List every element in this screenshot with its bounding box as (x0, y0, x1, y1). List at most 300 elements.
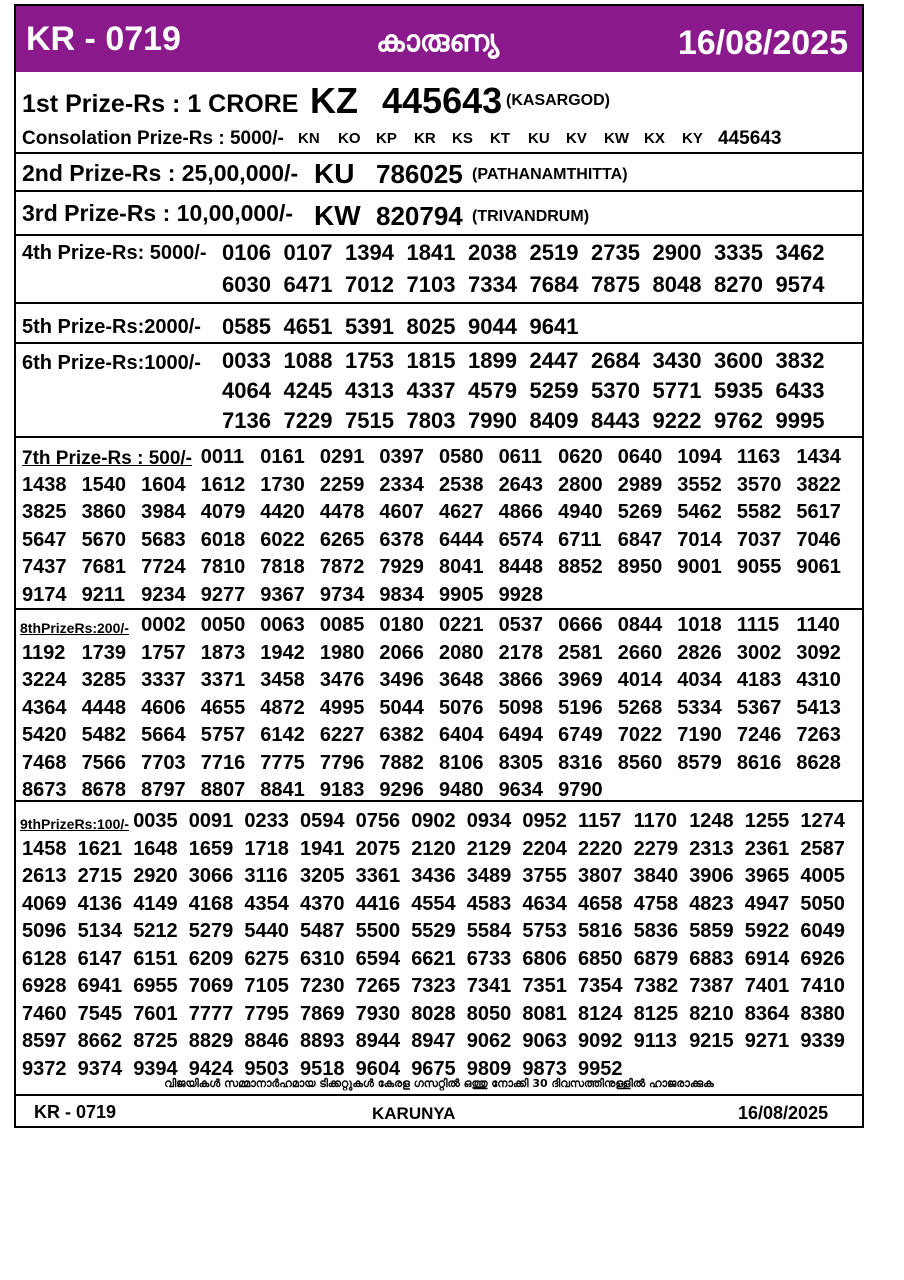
ticket-number: 5420 (22, 724, 67, 746)
ticket-number: 7354 (577, 975, 623, 997)
ticket-number: 5753 (522, 920, 567, 942)
ticket-number: 4168 (188, 892, 234, 915)
ticket-number: 7545 (77, 1002, 123, 1025)
label-spacer (78, 810, 134, 838)
ticket-number: 8947 (411, 1030, 456, 1052)
ticket-number: 2989 (617, 473, 663, 496)
ticket-number: 9834 (379, 583, 424, 606)
ticket-number: 7246 (736, 724, 782, 746)
ticket-number: 4554 (411, 892, 456, 915)
ticket-number: 6733 (466, 947, 512, 970)
ticket-number: 5440 (244, 920, 289, 942)
ticket-number: 7401 (744, 975, 790, 997)
ticket-number: 8846 (244, 1030, 289, 1052)
ticket-number: 9604 (355, 1057, 401, 1080)
ticket-number: 0035 (133, 810, 178, 832)
second-prize-section (16, 154, 862, 192)
ticket-number: 1115 (736, 614, 780, 636)
ticket-number: 4420 (260, 501, 305, 523)
ticket-number: 4354 (244, 892, 289, 915)
ticket-number: 0934 (466, 810, 512, 832)
ticket-number: 5413 (796, 696, 841, 719)
ticket-number: 7341 (466, 975, 512, 997)
ticket-number: 5935 (714, 378, 763, 403)
ticket-number: 0063 (260, 614, 305, 636)
ticket-number: 1140 (796, 614, 840, 636)
first-prize-section (16, 72, 862, 154)
ticket-number: 1458 (22, 837, 67, 860)
second-prize-number: 786025 (376, 159, 463, 189)
third-prize-number: 820794 (376, 201, 463, 231)
label-spacer (22, 614, 82, 642)
ticket-number: 6955 (133, 975, 178, 997)
ticket-number: 5617 (796, 501, 841, 523)
ticket-number: 3430 (652, 348, 702, 373)
ticket-number: 9063 (522, 1030, 567, 1052)
ticket-number: 7323 (411, 975, 456, 997)
ticket-number: 8106 (439, 751, 484, 774)
ticket-number: 9518 (299, 1057, 345, 1080)
ticket-number: 8829 (188, 1030, 234, 1052)
ticket-number: 8210 (689, 1002, 734, 1025)
ticket-number: 9001 (677, 556, 722, 578)
ticket-number: 2129 (466, 837, 512, 860)
ticket-number: 4995 (319, 696, 365, 719)
ticket-number: 1088 (283, 348, 333, 373)
ticket-number: 7566 (81, 751, 127, 774)
ticket-number: 5134 (77, 920, 123, 942)
ticket-number: 9113 (633, 1030, 677, 1052)
ticket-number: 3205 (299, 865, 345, 887)
ticket-number: 6310 (299, 947, 345, 970)
ticket-number: 9234 (141, 583, 186, 606)
ticket-number: 8893 (299, 1030, 345, 1052)
ticket-number: 1730 (260, 473, 305, 496)
ticket-number: 7601 (133, 1002, 178, 1025)
ticket-number: 4947 (744, 892, 790, 915)
ticket-number: 6926 (800, 947, 845, 970)
ticket-number: 9641 (529, 314, 579, 339)
ticket-number: 3436 (411, 865, 456, 887)
ticket-number: 1604 (141, 473, 186, 496)
ticket-number: 5391 (345, 314, 394, 339)
ticket-number: 7046 (796, 528, 841, 551)
ticket-number: 3965 (744, 865, 790, 887)
ticket-number: 8616 (736, 751, 782, 774)
second-prize-label: 2nd Prize-Rs : 25,00,000/- (22, 160, 299, 186)
header-draw-date: 16/08/2025 (677, 24, 848, 62)
ticket-number: 7468 (22, 751, 67, 774)
third-prize-section (16, 192, 862, 236)
ticket-number: 7929 (379, 556, 424, 578)
consolation-series-9: KX (644, 130, 665, 147)
ticket-number: 6018 (200, 528, 246, 551)
ticket-number: 2660 (617, 641, 663, 664)
ticket-number: 0033 (222, 348, 271, 373)
ticket-number: 8270 (714, 272, 763, 297)
ticket-number: 9055 (736, 556, 782, 578)
ticket-number: 6806 (522, 947, 567, 970)
ticket-number: 3840 (633, 865, 679, 887)
ticket-number: 6914 (744, 947, 790, 970)
consolation-label: Consolation Prize-Rs : 5000/- (22, 128, 284, 149)
ninth-prize-section (16, 802, 862, 1080)
ticket-number: 7882 (379, 751, 424, 774)
ticket-number: 0221 (439, 614, 484, 636)
ticket-number: 8443 (591, 408, 640, 433)
ticket-number: 3648 (439, 669, 484, 691)
ticket-number: 6444 (439, 528, 484, 551)
ticket-number: 6847 (617, 528, 663, 551)
ticket-number: 9809 (466, 1057, 512, 1080)
ticket-number: 4607 (379, 501, 424, 523)
ticket-number: 6594 (355, 947, 401, 970)
ticket-number: 5482 (81, 724, 127, 746)
notice-text: വിജയികൾ സമ്മാനാർഹമായ ടിക്കറ്റുകൾ കേരള ഗസറ്റിൽ ഒത്തു നോക്കി 30 ദിവസത്തിനുള്ളിൽ ഹാജരാക്കുക (164, 1077, 714, 1090)
ticket-number: 6850 (577, 947, 623, 970)
ticket-number: 1942 (260, 641, 305, 664)
ticket-number: 8662 (77, 1030, 123, 1052)
ticket-number: 9675 (411, 1057, 456, 1080)
ticket-number: 1540 (81, 473, 127, 496)
ticket-number: 8409 (529, 408, 579, 433)
ticket-number: 3906 (689, 865, 734, 887)
ticket-number: 7777 (188, 1002, 234, 1025)
ticket-number: 2038 (468, 240, 517, 265)
ticket-number: 3552 (677, 473, 722, 496)
ticket-number: 2075 (355, 837, 401, 860)
first-prize-place: (KASARGOD) (506, 92, 610, 109)
consolation-series-6: KU (528, 130, 550, 147)
ticket-number: 4245 (283, 378, 333, 403)
ticket-number: 2826 (677, 641, 722, 664)
ticket-number: 1170 (633, 810, 677, 832)
ticket-number: 2178 (498, 641, 544, 664)
ticket-number: 8673 (22, 779, 67, 801)
ticket-number: 2900 (652, 240, 702, 265)
ticket-number: 8025 (406, 314, 456, 339)
ticket-number: 1899 (468, 348, 517, 373)
ticket-number: 1018 (677, 614, 722, 636)
ticket-number: 3361 (355, 865, 401, 887)
ticket-number: 1815 (406, 348, 456, 373)
ticket-number: 3476 (319, 669, 365, 691)
ticket-number: 6022 (260, 528, 305, 551)
ticket-number: 7684 (529, 272, 579, 297)
ticket-number: 4627 (439, 501, 484, 523)
ticket-number: 9271 (744, 1030, 790, 1052)
ticket-number: 3066 (188, 865, 234, 887)
ticket-number: 0106 (222, 240, 271, 265)
ticket-number: 1718 (244, 837, 289, 860)
ticket-number: 4136 (77, 892, 123, 915)
ticket-number: 2259 (319, 473, 365, 496)
third-prize-series: KW (314, 200, 361, 231)
ticket-number: 6883 (689, 947, 734, 970)
ticket-number: 0756 (355, 810, 401, 832)
ticket-number: 1094 (677, 446, 722, 468)
ticket-number: 8628 (796, 751, 841, 774)
fifth-prize-section (16, 304, 862, 344)
ticket-number: 8305 (498, 751, 544, 774)
fourth-prize-numbers (222, 240, 837, 304)
footer-draw-date: 16/08/2025 (738, 1103, 829, 1123)
header-draw-code: KR - 0719 (26, 20, 181, 58)
ticket-number: 4583 (466, 892, 512, 915)
ticket-number: 7515 (345, 408, 394, 433)
label-spacer (82, 614, 142, 642)
ticket-number: 4064 (222, 378, 271, 403)
ticket-number: 8048 (652, 272, 702, 297)
ticket-number: 3371 (200, 669, 246, 691)
ticket-number: 3116 (244, 865, 288, 887)
ticket-number: 0085 (319, 614, 365, 636)
ticket-number: 3822 (796, 473, 841, 496)
ticket-number: 7990 (468, 408, 517, 433)
ticket-number: 7716 (200, 751, 246, 774)
ticket-number: 9905 (439, 583, 484, 606)
ticket-number: 8725 (133, 1030, 178, 1052)
consolation-series-3: KR (414, 130, 436, 147)
consolation-series-2: KP (376, 130, 397, 147)
ticket-number: 4364 (22, 696, 67, 719)
ticket-number: 7796 (319, 751, 365, 774)
third-prize-label: 3rd Prize-Rs : 10,00,000/- (22, 200, 294, 226)
ticket-number: 6227 (319, 724, 365, 746)
ticket-number: 5259 (529, 378, 579, 403)
ticket-number: 9044 (468, 314, 517, 339)
ticket-number: 7869 (299, 1002, 345, 1025)
ticket-number: 5370 (591, 378, 640, 403)
ticket-number: 1873 (200, 641, 246, 664)
ticket-number: 9222 (652, 408, 702, 433)
notice-section (16, 1074, 862, 1096)
ticket-number: 5836 (633, 920, 679, 942)
ticket-number: 6128 (22, 947, 67, 970)
ticket-number: 7818 (260, 556, 305, 578)
ticket-number: 3489 (466, 865, 512, 887)
ticket-number: 9424 (188, 1057, 234, 1080)
ticket-number: 7265 (355, 975, 401, 997)
ticket-number: 5462 (677, 501, 722, 523)
ticket-number: 8028 (411, 1002, 456, 1025)
ticket-number: 2587 (800, 837, 845, 860)
ticket-number: 4149 (133, 892, 178, 915)
second-prize-place: (PATHANAMTHITTA) (472, 166, 628, 183)
ticket-number: 5500 (355, 920, 401, 942)
ticket-number: 1434 (796, 446, 841, 468)
ticket-number: 8041 (439, 556, 484, 578)
ticket-number: 5757 (200, 724, 246, 746)
ticket-number: 2715 (77, 865, 123, 887)
ticket-number: 3335 (714, 240, 763, 265)
first-prize-label: 1st Prize-Rs : 1 CRORE (22, 90, 299, 118)
ticket-number: 6574 (498, 528, 544, 551)
ticket-number: 4079 (200, 501, 246, 523)
ticket-number: 4606 (141, 696, 186, 719)
ticket-number: 4005 (800, 865, 845, 887)
seventh-prize-label: 7th Prize-Rs : 500/- (22, 448, 192, 469)
ticket-number: 7012 (345, 272, 394, 297)
ticket-number: 7334 (468, 272, 517, 297)
ticket-number: 5196 (558, 696, 603, 719)
first-prize-series: KZ (310, 80, 358, 121)
ticket-number: 6711 (558, 528, 602, 551)
ticket-number: 9367 (260, 583, 305, 606)
ticket-number: 7351 (522, 975, 567, 997)
ticket-number: 2519 (529, 240, 579, 265)
ticket-number: 6265 (319, 528, 365, 551)
ticket-number: 4069 (22, 892, 67, 915)
ticket-number: 5076 (439, 696, 484, 719)
ticket-number: 8364 (744, 1002, 790, 1025)
seventh-prize-numbers (22, 446, 856, 611)
ticket-number: 1621 (77, 837, 123, 860)
ticket-number: 4634 (522, 892, 567, 915)
ticket-number: 1612 (200, 473, 246, 496)
ticket-number: 4940 (558, 501, 603, 523)
ticket-number: 4448 (81, 696, 127, 719)
ticket-number: 3458 (260, 669, 305, 691)
label-spacer (22, 446, 82, 474)
ticket-number: 6030 (222, 272, 271, 297)
ticket-number: 8950 (617, 556, 663, 578)
ninth-prize-label: 9thPrizeRs:100/- (20, 816, 129, 832)
footer-lottery-name: KARUNYA (372, 1104, 456, 1123)
ticket-number: 5859 (689, 920, 734, 942)
ticket-number: 5582 (736, 501, 782, 523)
ticket-number: 5670 (81, 528, 127, 551)
ticket-number: 9634 (498, 779, 544, 801)
consolation-series-0: KN (298, 130, 320, 147)
ticket-number: 8560 (617, 751, 663, 774)
ticket-number: 6749 (558, 724, 603, 746)
ticket-number: 7382 (633, 975, 679, 997)
ticket-number: 4416 (355, 892, 401, 915)
ticket-number: 8448 (498, 556, 544, 578)
ticket-number: 5487 (299, 920, 345, 942)
ticket-number: 4183 (736, 669, 782, 691)
consolation-series-4: KS (452, 130, 473, 147)
ticket-number: 0585 (222, 314, 271, 339)
ticket-number: 4370 (299, 892, 345, 915)
ticket-number: 1941 (299, 837, 345, 860)
ticket-number: 9928 (498, 583, 544, 606)
ticket-number: 6879 (633, 947, 679, 970)
consolation-series-8: KW (604, 130, 629, 147)
ticket-number: 6433 (775, 378, 825, 403)
ticket-number: 8579 (677, 751, 722, 774)
ticket-number: 9873 (522, 1057, 567, 1080)
ticket-number: 1163 (736, 446, 781, 468)
ticket-number: 7069 (188, 975, 234, 997)
ticket-number: 3866 (498, 669, 544, 691)
ticket-number: 9762 (714, 408, 763, 433)
header-bar (16, 6, 862, 72)
ticket-number: 0233 (244, 810, 289, 832)
eighth-prize-label: 8thPrizeRs:200/- (20, 620, 129, 636)
ticket-number: 1753 (345, 348, 394, 373)
ticket-number: 9480 (439, 779, 484, 801)
ticket-number: 0291 (319, 446, 365, 468)
ticket-number: 7795 (244, 1002, 289, 1025)
ticket-number: 0640 (617, 446, 663, 468)
ticket-number: 5664 (141, 724, 186, 746)
ticket-number: 7136 (222, 408, 271, 433)
ticket-number: 7724 (141, 556, 186, 578)
ticket-number: 4758 (633, 892, 679, 915)
ticket-number: 2204 (522, 837, 567, 860)
ticket-number: 8316 (558, 751, 603, 774)
ticket-number: 3825 (22, 501, 67, 523)
ticket-number: 8678 (81, 779, 127, 801)
ticket-number: 1438 (22, 473, 67, 496)
ticket-number: 8380 (800, 1002, 845, 1025)
ticket-number: 7803 (406, 408, 456, 433)
ticket-number: 5647 (22, 528, 67, 551)
ticket-number: 3092 (796, 641, 841, 664)
eighth-prize-numbers (22, 614, 856, 807)
ticket-number: 9734 (319, 583, 365, 606)
sixth-prize-section (16, 344, 862, 438)
ticket-number: 2684 (591, 348, 640, 373)
ticket-number: 4313 (345, 378, 394, 403)
ticket-number: 4866 (498, 501, 544, 523)
ticket-number: 7775 (260, 751, 305, 774)
ticket-number: 6941 (77, 975, 123, 997)
ticket-number: 1757 (141, 641, 186, 664)
ticket-number: 0161 (260, 446, 305, 468)
ticket-number: 8797 (141, 779, 186, 801)
ticket-number: 9174 (22, 583, 67, 606)
ticket-number: 8125 (633, 1002, 679, 1025)
ticket-number: 8841 (260, 779, 305, 801)
ticket-number: 8124 (577, 1002, 623, 1025)
ticket-number: 2313 (689, 837, 734, 860)
ticket-number: 3984 (141, 501, 186, 523)
consolation-series-7: KV (566, 130, 587, 147)
ticket-number: 4337 (406, 378, 456, 403)
ticket-number: 6404 (439, 724, 484, 746)
ticket-number: 3860 (81, 501, 127, 523)
ticket-number: 0180 (379, 614, 424, 636)
first-prize-number: 445643 (382, 80, 503, 121)
ticket-number: 9339 (800, 1030, 845, 1052)
ticket-number: 9211 (81, 583, 125, 606)
ticket-number: 0594 (299, 810, 345, 832)
ticket-number: 1192 (22, 641, 66, 664)
label-spacer (141, 446, 201, 474)
ticket-number: 9790 (558, 779, 603, 801)
ticket-number: 5044 (379, 696, 424, 719)
consolation-series-5: KT (490, 130, 510, 147)
ticket-number: 9183 (319, 779, 365, 801)
ticket-number: 9503 (244, 1057, 289, 1080)
ticket-number: 4872 (260, 696, 305, 719)
ticket-number: 0011 (200, 446, 245, 468)
ticket-number: 0397 (379, 446, 424, 468)
ticket-number: 2220 (577, 837, 623, 860)
ticket-number: 1739 (81, 641, 127, 664)
ticket-number: 6471 (283, 272, 333, 297)
ticket-number: 4310 (796, 669, 841, 691)
ticket-number: 3570 (736, 473, 782, 496)
ticket-number: 4014 (617, 669, 663, 691)
ticket-number: 2538 (439, 473, 484, 496)
ticket-number: 5922 (744, 920, 790, 942)
ticket-number: 2120 (411, 837, 456, 860)
ticket-number: 3807 (577, 865, 623, 887)
